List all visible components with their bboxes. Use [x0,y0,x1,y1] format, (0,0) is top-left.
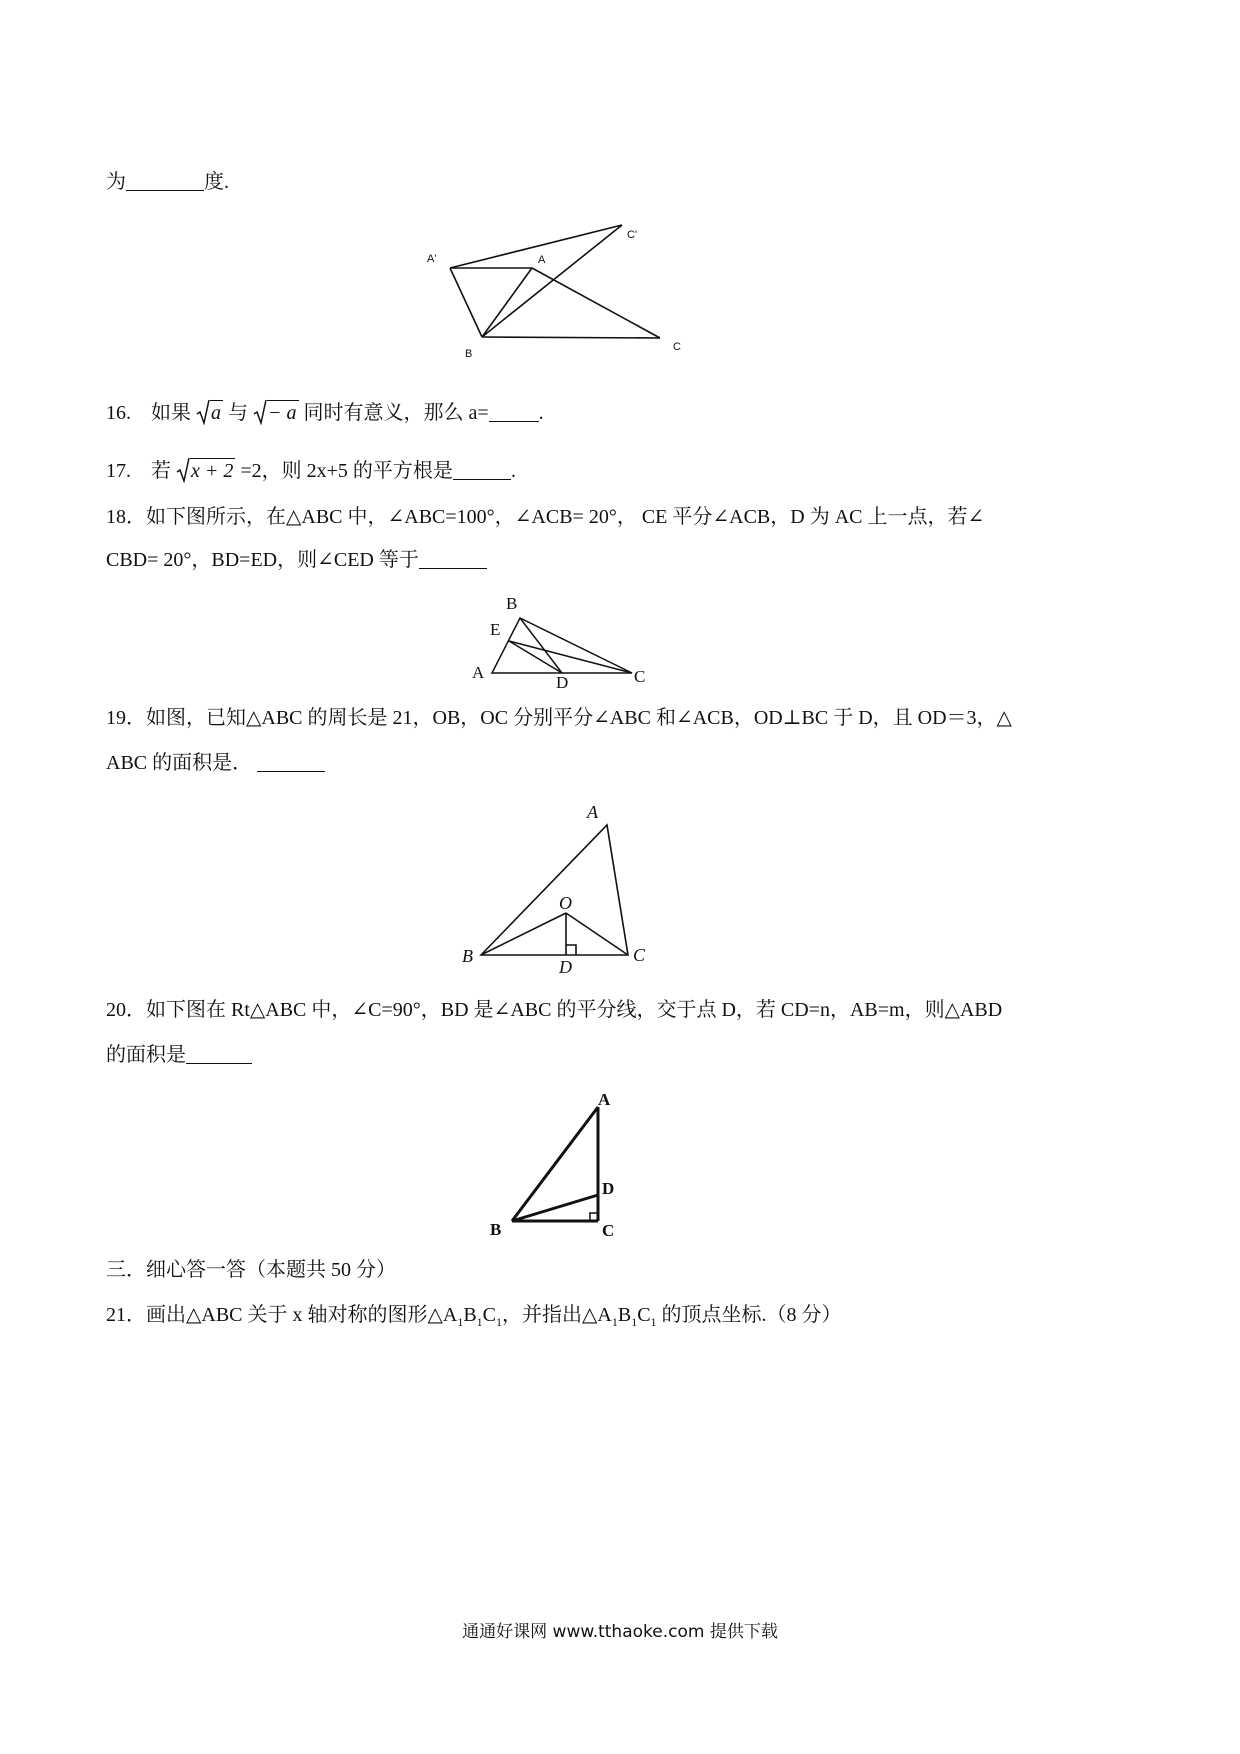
sqrt-x-plus-2: x + 2 [176,457,235,483]
q16-line [106,399,544,425]
q17-line [106,457,516,483]
figure-q20 [482,1085,622,1245]
section-3-heading: 三．细心答一答（本题共 50 分） [106,1259,396,1281]
q21-part-f: C [637,1304,651,1326]
label-b: B [465,348,473,360]
label-a: A [538,254,546,266]
radical-sign-icon [253,399,267,425]
q17-text-b: =2，则 2x+5 的平方根是 [240,460,453,482]
label-b: B [506,594,518,613]
label-a: A [587,802,598,822]
answer-blank [257,753,325,772]
answer-blank [186,1045,252,1064]
q19-line2 [106,753,325,773]
label-c: C [634,667,646,686]
q16-number: 16. [106,402,131,424]
label-b: B [462,946,473,966]
label-d: D [602,1179,615,1198]
label-c: C [602,1221,615,1240]
answer-blank [419,550,487,569]
answer-blank [453,461,511,480]
q16-end: . [538,402,544,424]
q16-text-a: 如果 [151,402,191,424]
subscript: 1 [476,1315,483,1329]
q17-text-a: 若 [151,460,171,482]
q15-suffix: 度. [204,171,229,193]
q17-number: 17. [106,460,131,482]
label-c: C [633,945,646,965]
label-b: B [490,1220,502,1239]
label-d: D [556,673,569,692]
label-c: C [673,341,681,353]
q17-end: . [510,460,516,482]
label-c-prime: C' [627,229,638,241]
q21-part-c: C [482,1304,497,1326]
subscript: 1 [457,1315,464,1329]
q21-part-e: B [617,1304,632,1326]
sqrt-neg-a: − a [253,399,299,425]
radical-sign-icon [196,399,210,425]
radical-sign-icon [176,457,190,483]
subscript: 1 [650,1315,657,1329]
q21-part-d: ，并指出△A [502,1304,612,1326]
label-a-prime: A' [427,253,437,265]
q18-line2-text: CBD= 20°，BD=ED，则∠CED 等于 [106,549,419,571]
q20-line1: 20．如下图在 Rt△ABC 中，∠C=90°，BD 是∠ABC 的平分线，交于点 D，若 CD=n，AB=m，则△ABD [106,999,1003,1021]
q20-line2-text: 的面积是 [106,1044,186,1066]
subscript: 1 [611,1315,618,1329]
subscript: 1 [496,1315,503,1329]
label-a: A [598,1090,611,1109]
figure-q18 [462,590,662,692]
answer-blank [126,172,204,191]
q16-text-c: 同时有意义，那么 a= [303,402,489,424]
label-e: E [490,620,501,639]
q21-part-b: B [463,1304,477,1326]
subscript: 1 [631,1315,638,1329]
sqrt-a: a [196,399,223,425]
q16-text-b: 与 [228,402,248,424]
q18-line1: 18．如下图所示，在△ABC 中，∠ABC=100°，∠ACB= 20°， CE 平分∠ACB，D 为 AC 上一点，若∠ [106,506,985,528]
q19-line2-text: ABC 的面积是． [106,752,253,774]
figure-q15 [420,218,690,363]
figure-q19 [455,798,665,978]
q15-prefix: 为 [106,171,126,193]
label-a: A [472,663,485,682]
page-footer: 通通好课网 www.tthaoke.com 提供下载 [462,1622,778,1642]
label-o: O [559,893,572,913]
q19-line1: 19．如图，已知△ABC 的周长是 21，OB，OC 分别平分∠ABC 和∠ACB，OD⊥BC 于 D，且 OD＝3，△ [106,707,1012,729]
q18-line2 [106,550,487,570]
q21-part-g: 的顶点坐标.（8 分） [656,1304,842,1326]
q20-line2 [106,1045,252,1065]
answer-blank [489,403,539,422]
label-d: D [559,957,572,977]
q21-part-a: 21．画出△ABC 关于 x 轴对称的图形△A [106,1304,458,1326]
q15-tail-line [106,172,229,192]
q21-line [106,1305,842,1328]
